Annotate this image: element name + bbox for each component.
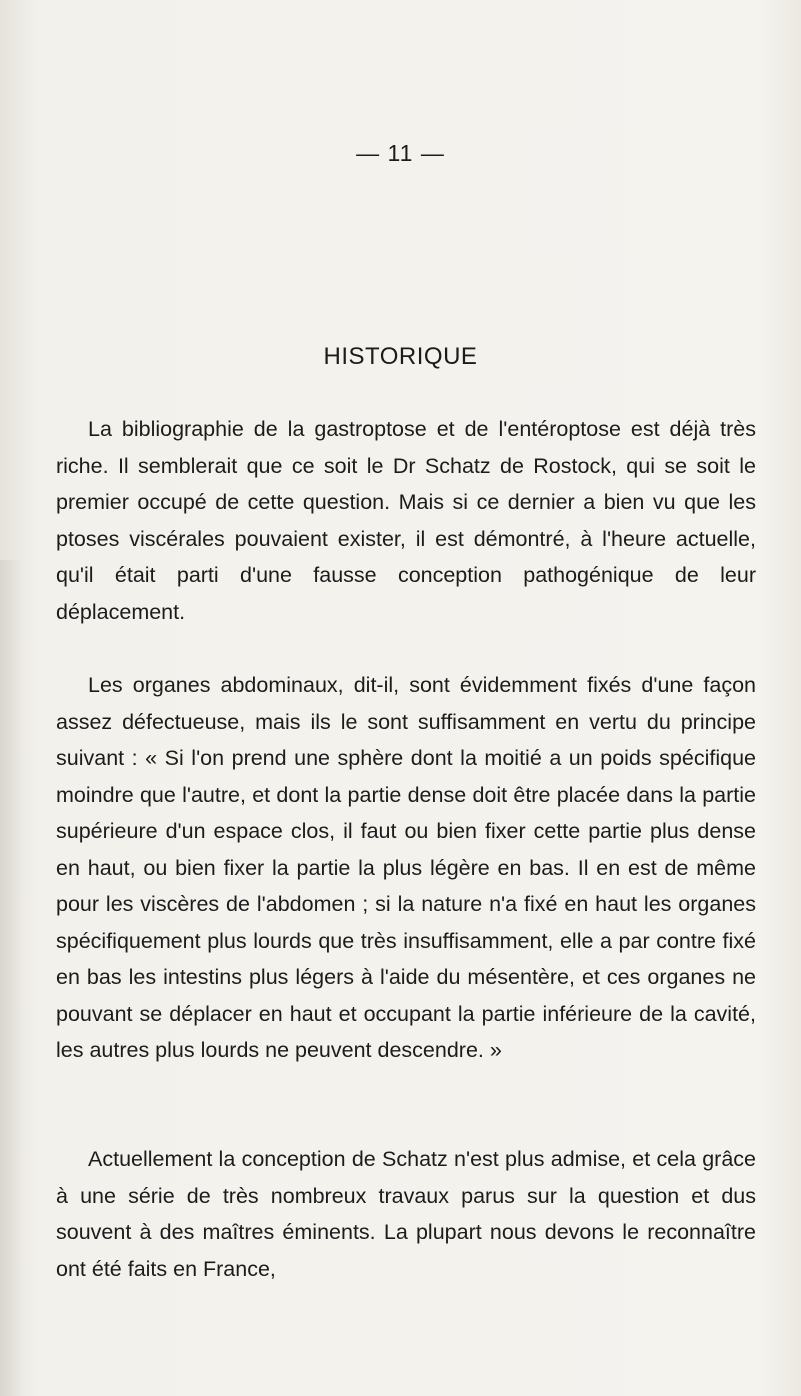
page-number: — 11 — [356, 140, 445, 166]
paragraph-3: Actuellement la conception de Schatz n'est plus admise, et cela grâce à une série de très nombreux travaux parus sur la question et dus souvent à des maîtres éminents. La plupart nous devons le reconnaître ont été faits en France, [56, 1147, 756, 1281]
section-title: HISTORIQUE [323, 343, 478, 370]
paragraph-2: Les organes abdominaux, dit-il, sont évidemment fixés d'une façon assez défectueuse, mais ils le sont suffisamment en vertu du principe suivant : « Si l'on prend une sphère dont la moitié a un poids spécifique moindre que l'autre, et dont la partie dense doit être placée dans la partie supérieure d'un espace clos, il faut ou bien fixer cette partie plus dense en haut, ou bien fixer la partie la plus légère en bas. Il en est de même pour les viscères de l'abdomen ; si la nature n'a fixé en haut les organes spécifiquement plus lourds que très insuffisamment, elle a par contre fixé en bas les intestins plus légers à l'aide du mésentère, et ces organes ne pouvant se déplacer en haut et occupant la partie inférieure de la cavité, les autres plus lourds ne peuvent descendre. » [56, 673, 756, 1062]
page-edge-shadow [0, 560, 22, 1396]
paragraph-1: La bibliographie de la gastroptose et de l'entéroptose est déjà très riche. Il semblerait que ce soit le Dr Schatz de Rostock, qui se soit le premier occupé de cette question. Mais si ce dernier a bien vu que les ptoses viscérales pouvaient exister, il est démontré, à l'heure actuelle, qu'il était parti d'une fausse conception pathogénique de leur déplacement. [56, 417, 756, 624]
